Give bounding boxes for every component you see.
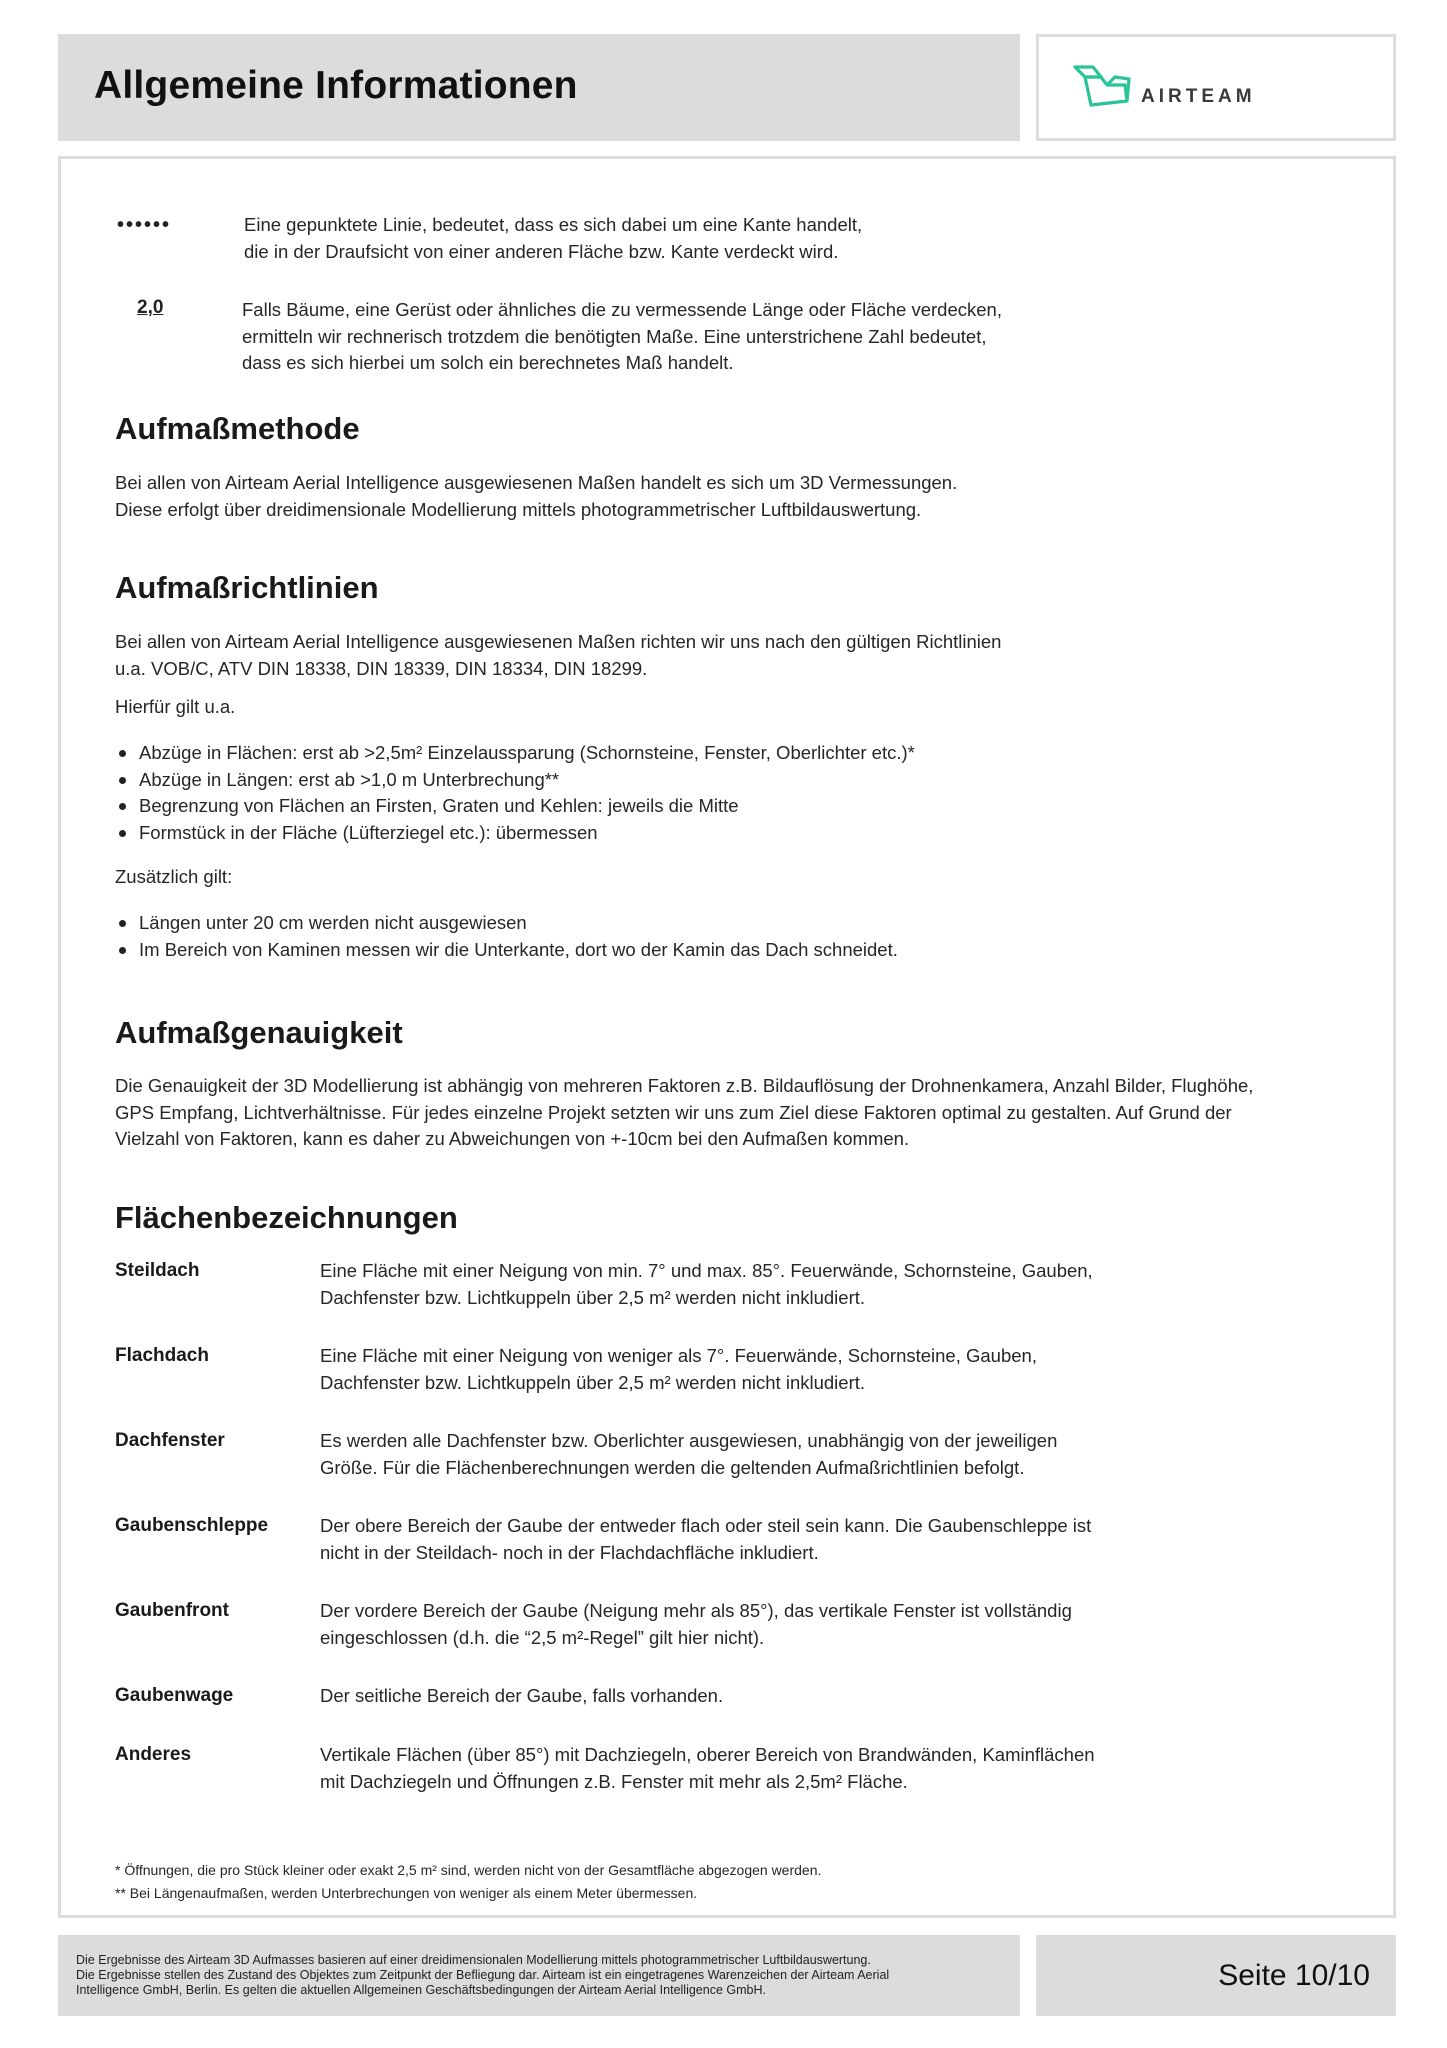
- richtlinien-text: Bei allen von Airteam Aerial Intelligence ausgewiesenen Maßen richten wir uns nach den gültigen Richtlinien u.a. VOB/C, ATV DIN 18338, DIN 18339, DIN 18334, DIN 18299.: [115, 631, 1002, 679]
- list-item: Abzüge in Flächen: erst ab >2,5m² Einzelaussparung (Schornsteine, Fenster, Oberlichter etc.)*: [139, 740, 915, 767]
- definition-flachdach: Eine Fläche mit einer Neigung von weniger als 7°. Feuerwände, Schornsteine, Gauben, Dachfenster bzw. Lichtkuppeln über 2,5 m² werden nicht inkludiert.: [320, 1345, 1037, 1393]
- list-item: Begrenzung von Flächen an Firsten, Graten und Kehlen: jeweils die Mitte: [139, 793, 915, 820]
- definition-steildach: Eine Fläche mit einer Neigung von min. 7° und max. 85°. Feuerwände, Schornsteine, Gauben, Dachfenster bzw. Lichtkuppeln über 2,5 m² werden nicht inkludiert.: [320, 1260, 1093, 1308]
- genauigkeit-text: Die Genauigkeit der 3D Modellierung ist abhängig von mehreren Faktoren z.B. Bildauflösung der Drohnenkamera, Anzahl Bilder, Flughöhe, GPS Empfang, Lichtverhältnisse. Für jedes einzelne Projekt setzten wir uns zum Ziel diese Faktoren optimal zu gestalten. Auf Grund der Vielzahl von Faktoren, kann es daher zu Abweichungen von +-10cm bei den Aufmaßen kommen.: [115, 1075, 1254, 1149]
- footer-page-box: [1036, 1935, 1396, 2016]
- heading-richtlinien: Aufmaßrichtlinien: [115, 570, 379, 605]
- term-steildach: Steildach: [115, 1260, 200, 1281]
- richtlinien-intro: Hierfür gilt u.a.: [115, 696, 236, 717]
- footer-disclaimer: Die Ergebnisse des Airteam 3D Aufmasses basieren auf einer dreidimensionalen Modellierung mittels photogrammetrischer Luftbildauswertung. Die Ergebnisse stellen des Zustand des Objektes zum Zeitpunkt der Befliegung dar. Airteam ist ein eingetragenes Warenzeichen der Airteam Aerial Intelligence GmbH, Berlin. Es gelten die aktuellen Allgemeinen Geschäftsbedingungen der Airteam Aerial Intelligence GmbH.: [76, 1953, 890, 1997]
- definition-gaubenschleppe: Der obere Bereich der Gaube der entweder flach oder steil sein kann. Die Gaubenschleppe ist nicht in der Steildach- noch in der Flachdachfläche inkludiert.: [320, 1515, 1092, 1563]
- dotted-line-symbol: ••••••: [117, 214, 172, 236]
- heading-methode: Aufmaßmethode: [115, 411, 360, 446]
- dotted-line-description: Eine gepunktete Linie, bedeutet, dass es sich dabei um eine Kante handelt, die in der Draufsicht von einer anderen Fläche bzw. Kante verdeckt wird.: [244, 214, 863, 262]
- page-title: Allgemeine Informationen: [94, 64, 578, 107]
- footnote-2: ** Bei Längenaufmaßen, werden Unterbrechungen von weniger als einem Meter übermessen.: [115, 1885, 698, 1901]
- term-gaubenschleppe: Gaubenschleppe: [115, 1515, 269, 1536]
- term-gaubenwage: Gaubenwage: [115, 1685, 234, 1706]
- page-number: Seite 10/10: [1218, 1959, 1370, 1992]
- definition-dachfenster: Es werden alle Dachfenster bzw. Oberlichter ausgewiesen, unabhängig von der jeweiligen Größe. Für die Flächenberechnungen werden die geltenden Aufmaßrichtlinien befolgt.: [320, 1430, 1058, 1478]
- logo-text: AIRTEAM: [1141, 86, 1256, 107]
- additional-intro: Zusätzlich gilt:: [115, 866, 233, 887]
- term-flachdach: Flachdach: [115, 1345, 209, 1366]
- list-item: Abzüge in Längen: erst ab >1,0 m Unterbrechung**: [139, 767, 915, 794]
- airteam-logo-icon: [1071, 63, 1135, 111]
- additional-bullet-list: [139, 910, 898, 963]
- list-item: Im Bereich von Kaminen messen wir die Unterkante, dort wo der Kamin das Dach schneidet.: [139, 937, 898, 964]
- term-anderes: Anderes: [115, 1744, 192, 1765]
- footnote-1: * Öffnungen, die pro Stück kleiner oder exakt 2,5 m² sind, werden nicht von der Gesamtfläche abgezogen werden.: [115, 1862, 822, 1878]
- definition-gaubenfront: Der vordere Bereich der Gaube (Neigung mehr als 85°), das vertikale Fenster ist vollständig eingeschlossen (d.h. die “2,5 m²-Regel” gilt hier nicht).: [320, 1600, 1072, 1648]
- list-item: Längen unter 20 cm werden nicht ausgewiesen: [139, 910, 898, 937]
- heading-genauigkeit: Aufmaßgenauigkeit: [115, 1015, 403, 1050]
- underlined-number-symbol: 2,0: [137, 297, 164, 318]
- term-dachfenster: Dachfenster: [115, 1430, 225, 1451]
- definition-gaubenwage: Der seitliche Bereich der Gaube, falls vorhanden.: [320, 1685, 724, 1706]
- term-gaubenfront: Gaubenfront: [115, 1600, 229, 1621]
- logo-box: [1036, 34, 1396, 141]
- richtlinien-bullet-list: [139, 740, 915, 846]
- list-item: Formstück in der Fläche (Lüfterziegel etc.): übermessen: [139, 820, 915, 847]
- underlined-number-description: Falls Bäume, eine Gerüst oder ähnliches die zu vermessende Länge oder Fläche verdecken, ermitteln wir rechnerisch trotzdem die benötigten Maße. Eine unterstrichene Zahl bedeutet, dass es sich hierbei um solch ein berechnetes Maß handelt.: [242, 299, 1002, 373]
- methode-text: Bei allen von Airteam Aerial Intelligence ausgewiesenen Maßen handelt es sich um 3D Vermessungen. Diese erfolgt über dreidimensionale Modellierung mittels photogrammetrischer Luftbildauswertung.: [115, 472, 958, 520]
- definition-anderes: Vertikale Flächen (über 85°) mit Dachziegeln, oberer Bereich von Brandwänden, Kaminflächen mit Dachziegeln und Öffnungen z.B. Fenster mit mehr als 2,5m² Fläche.: [320, 1744, 1095, 1792]
- footer-disclaimer-box: [58, 1935, 1020, 2016]
- heading-flaechen: Flächenbezeichnungen: [115, 1200, 458, 1235]
- header-title-box: [58, 34, 1020, 141]
